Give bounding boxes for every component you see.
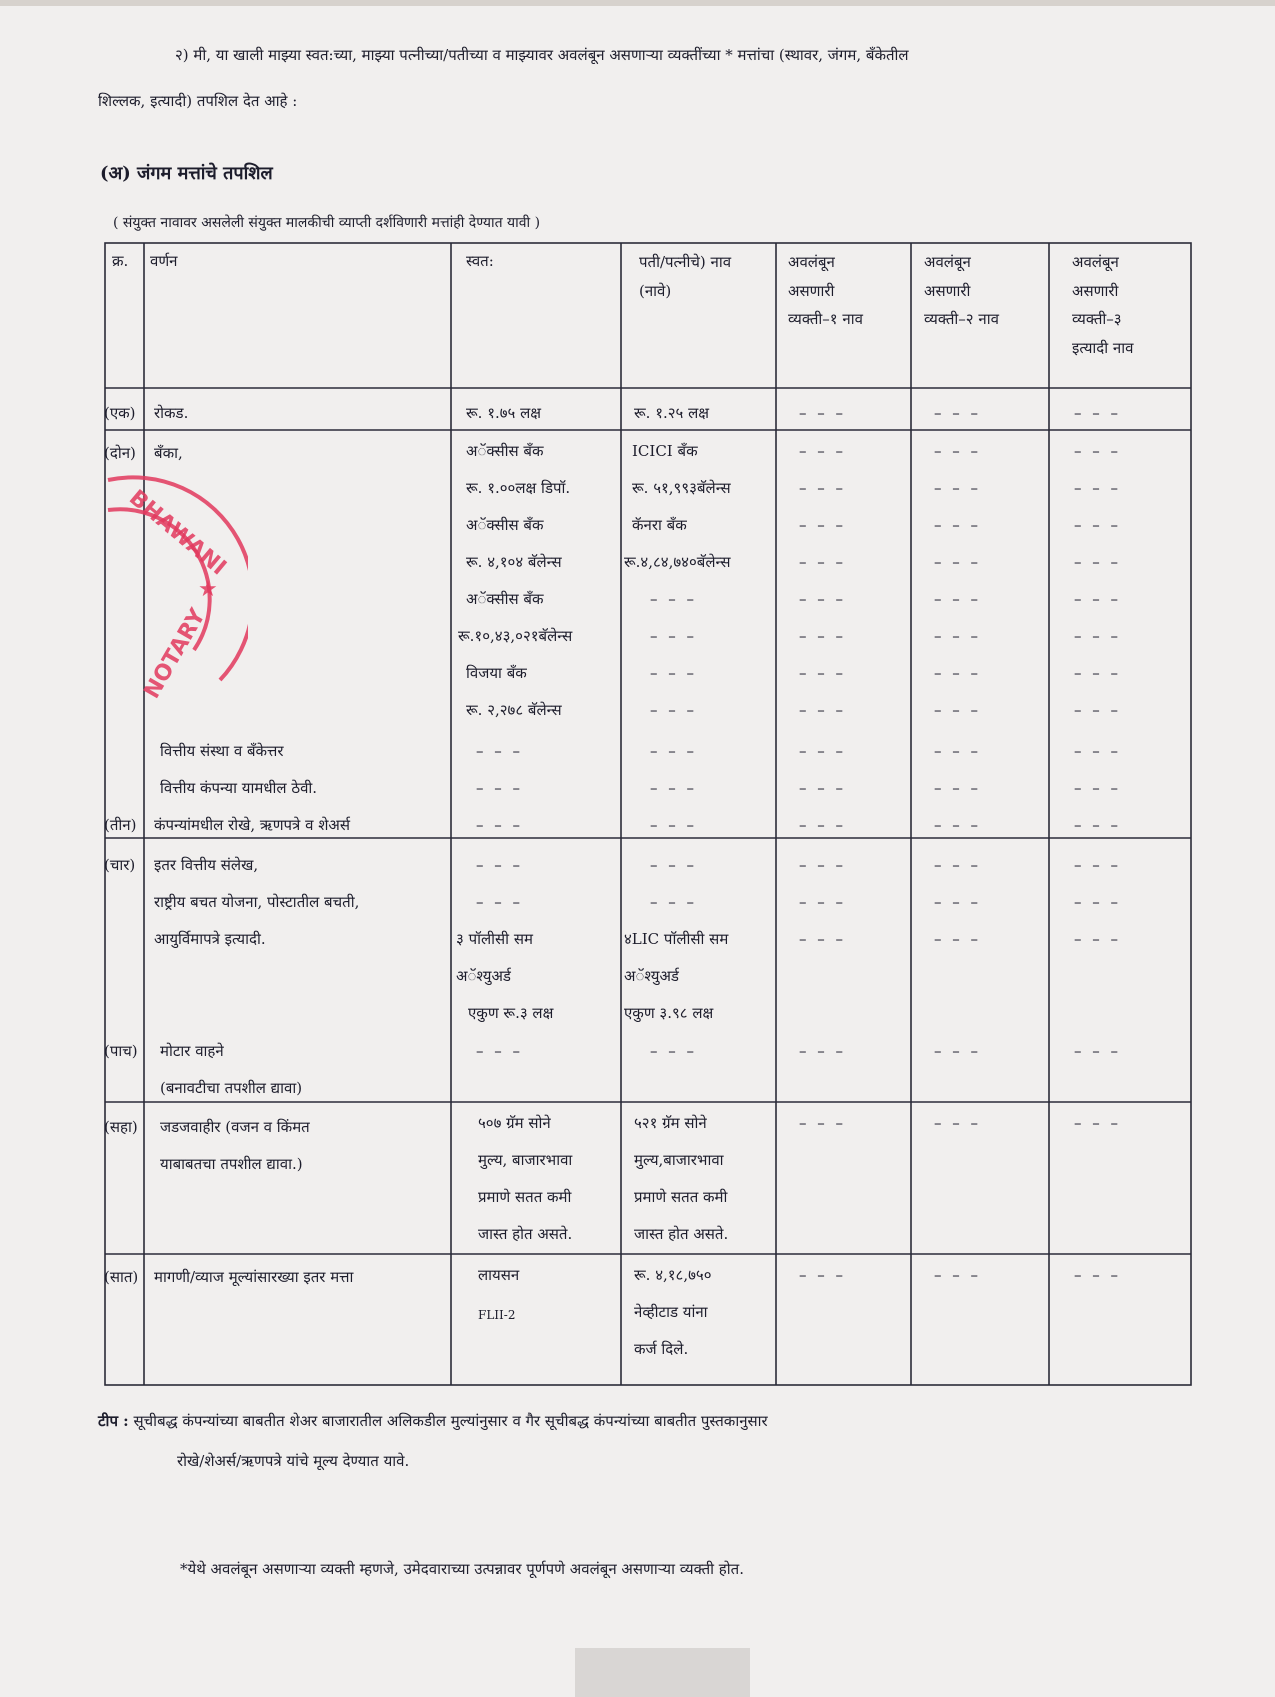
blank-dash: – – –: [650, 701, 698, 719]
blank-dash: – – –: [799, 856, 847, 874]
blank-dash: – – –: [934, 516, 982, 534]
notary-seal-stamp: [98, 470, 248, 740]
other-fin-self-2: अॅश्युअर्ड: [456, 967, 511, 985]
blank-dash: – – –: [799, 553, 847, 571]
cash-sr: (एक): [104, 404, 136, 422]
jewellery-self-2: मुल्य, बाजारभावा: [478, 1151, 573, 1169]
blank-dash: – – –: [1074, 701, 1122, 719]
banks-spouse-line-2: रू. ५१,९९३बॅलेन्स: [632, 479, 731, 497]
blank-dash: – – –: [799, 893, 847, 911]
shares-description: कंपन्यांमधील रोखे, ऋणपत्रे व शेअर्स: [154, 816, 351, 834]
blank-dash: – – –: [650, 742, 698, 760]
movable-assets-table: [104, 242, 1192, 1387]
banks-self-line-4: रू. ४,१०४ बॅलेन्स: [466, 553, 562, 571]
blank-dash: – – –: [650, 1042, 698, 1060]
section-heading: (अ) जंगम मत्तांचे तपशिल: [100, 163, 273, 184]
blank-dash: – – –: [934, 404, 982, 422]
other-fin-spouse-2: अॅश्युअर्ड: [624, 967, 679, 985]
header-dependent-2: अवलंबून असणारी व्यक्ती–२ नाव: [924, 253, 999, 328]
blank-dash: – – –: [476, 742, 524, 760]
scan-artifact: [575, 1648, 750, 1697]
fin-inst-description-2: वित्तीय कंपन्या यामधील ठेवी.: [160, 779, 318, 797]
cash-self: रू. १.७५ लक्ष: [466, 404, 542, 422]
svg-text:★: ★: [198, 577, 218, 602]
blank-dash: – – –: [1074, 893, 1122, 911]
blank-dash: – – –: [799, 479, 847, 497]
blank-dash: – – –: [934, 930, 982, 948]
blank-dash: – – –: [650, 816, 698, 834]
claims-sr: (सात): [104, 1268, 139, 1286]
tip-text-1: सूचीबद्ध कंपन्यांच्या बाबतीत शेअर बाजारातील अलिकडील मुल्यांनुसार व गैर सूचीबद्ध कंपन्यांच्या बाबतीत पुस्तकानुसार: [133, 1412, 768, 1430]
jewellery-description-2: याबाबतचा तपशील द्यावा.): [160, 1155, 303, 1173]
banks-spouse-line-3: कॅनरा बँक: [632, 516, 687, 534]
tip-line-2: रोखे/शेअर्स/ऋणपत्रे यांचे मूल्य देण्यात यावे.: [177, 1452, 410, 1470]
banks-self-line-6: रू.१०,४३,०२१बॅलेन्स: [458, 627, 573, 645]
jewellery-self-4: जास्त होत असते.: [478, 1225, 573, 1243]
jewellery-spouse-3: प्रमाणे सतत कमी: [634, 1188, 728, 1206]
blank-dash: – – –: [934, 590, 982, 608]
blank-dash: – – –: [799, 516, 847, 534]
blank-dash: – – –: [934, 1266, 982, 1284]
claims-spouse-1: रू. ४,१८,७५०: [634, 1266, 712, 1284]
blank-dash: – – –: [799, 1042, 847, 1060]
blank-dash: – – –: [799, 442, 847, 460]
blank-dash: – – –: [1074, 404, 1122, 422]
blank-dash: – – –: [1074, 779, 1122, 797]
jewellery-description-1: जडजवाहीर (वजन व किंमत: [160, 1118, 310, 1136]
svg-text:BHAWANI: BHAWANI: [124, 485, 231, 581]
blank-dash: – – –: [934, 553, 982, 571]
other-fin-self-3: एकुण रू.३ लक्ष: [468, 1004, 554, 1022]
jewellery-sr: (सहा): [104, 1118, 138, 1136]
jewellery-self-3: प्रमाणे सतत कमी: [478, 1188, 572, 1206]
table-note: ( संयुक्त नावावर असलेली संयुक्त मालकीची व्याप्ती दर्शविणारी मत्तांही देण्यात यावी ): [113, 215, 541, 231]
blank-dash: – – –: [1074, 553, 1122, 571]
blank-dash: – – –: [650, 856, 698, 874]
tip-label: टीप :: [98, 1412, 129, 1430]
blank-dash: – – –: [934, 701, 982, 719]
banks-spouse-line-4: रू.४,८४,७४०बॅलेन्स: [624, 553, 731, 571]
cash-spouse: रू. १.२५ लक्ष: [634, 404, 710, 422]
blank-dash: – – –: [799, 1114, 847, 1132]
jewellery-spouse-2: मुल्य,बाजारभावा: [634, 1151, 724, 1169]
jewellery-self-1: ५०७ ग्रॅम सोने: [478, 1114, 551, 1132]
blank-dash: – – –: [1074, 590, 1122, 608]
intro-line-1: २) मी, या खाली माझ्या स्वत:च्या, माझ्या पत्नीच्या/पतीच्या व माझ्यावर अवलंबून असणाऱ्या व्यक्तींच्या * मत्तांचा (स्थावर, जंगम, बँकेतील: [175, 46, 909, 64]
blank-dash: – – –: [799, 701, 847, 719]
blank-dash: – – –: [799, 779, 847, 797]
blank-dash: – – –: [1074, 742, 1122, 760]
blank-dash: – – –: [1074, 479, 1122, 497]
cash-description: रोकड.: [154, 404, 189, 422]
blank-dash: – – –: [476, 779, 524, 797]
other-fin-description-3: आयुर्विमापत्रे इत्यादी.: [154, 930, 266, 948]
header-description: वर्णन: [150, 252, 178, 270]
blank-dash: – – –: [799, 664, 847, 682]
banks-sr: (दोन): [104, 444, 136, 462]
blank-dash: – – –: [934, 1042, 982, 1060]
other-fin-spouse-3: एकुण ३.९८ लक्ष: [624, 1004, 714, 1022]
other-fin-description-2: राष्ट्रीय बचत योजना, पोस्टातील बचती,: [154, 893, 360, 911]
tip-line-1: [98, 1412, 768, 1430]
banks-self-line-3: अॅक्सीस बँक: [466, 516, 544, 534]
blank-dash: – – –: [650, 893, 698, 911]
blank-dash: – – –: [476, 1042, 524, 1060]
blank-dash: – – –: [934, 893, 982, 911]
blank-dash: – – –: [934, 627, 982, 645]
vehicles-sr: (पाच): [104, 1042, 138, 1060]
other-fin-description-1: इतर वित्तीय संलेख,: [154, 856, 259, 874]
blank-dash: – – –: [799, 404, 847, 422]
blank-dash: – – –: [650, 664, 698, 682]
banks-self-line-5: अॅक्सीस बँक: [466, 590, 544, 608]
blank-dash: – – –: [799, 742, 847, 760]
blank-dash: – – –: [476, 893, 524, 911]
vehicles-description-1: मोटार वाहने: [160, 1042, 224, 1060]
scan-top-edge: [0, 0, 1275, 6]
other-fin-spouse-1: ४LIC पॉलीसी सम: [624, 930, 729, 948]
other-fin-sr: (चार): [104, 856, 136, 874]
vehicles-description-2: (बनावटीचा तपशील द्यावा): [160, 1079, 303, 1097]
banks-description: बँका,: [154, 444, 183, 462]
blank-dash: – – –: [1074, 930, 1122, 948]
blank-dash: – – –: [934, 442, 982, 460]
blank-dash: – – –: [650, 779, 698, 797]
blank-dash: – – –: [799, 590, 847, 608]
header-self: स्वत:: [466, 252, 494, 270]
header-sr: क्र.: [112, 252, 129, 270]
blank-dash: – – –: [934, 856, 982, 874]
banks-self-line-7: विजया बँक: [466, 664, 527, 682]
banks-spouse-line-1: ICICI बँक: [632, 442, 698, 460]
blank-dash: – – –: [799, 627, 847, 645]
claims-description: मागणी/व्याज मूल्यांसारख्या इतर मत्ता: [154, 1268, 354, 1286]
blank-dash: – – –: [650, 590, 698, 608]
blank-dash: – – –: [934, 779, 982, 797]
blank-dash: – – –: [1074, 664, 1122, 682]
blank-dash: – – –: [1074, 1266, 1122, 1284]
blank-dash: – – –: [1074, 1114, 1122, 1132]
blank-dash: – – –: [1074, 442, 1122, 460]
claims-spouse-3: कर्ज दिले.: [634, 1340, 689, 1358]
blank-dash: – – –: [934, 1114, 982, 1132]
blank-dash: – – –: [934, 479, 982, 497]
blank-dash: – – –: [799, 1266, 847, 1284]
blank-dash: – – –: [1074, 516, 1122, 534]
blank-dash: – – –: [1074, 1042, 1122, 1060]
header-dependent-1: अवलंबून असणारी व्यक्ती–१ नाव: [788, 253, 863, 328]
blank-dash: – – –: [1074, 627, 1122, 645]
claims-spouse-2: नेव्हीटाड यांना: [634, 1303, 708, 1321]
banks-self-line-1: अॅक्सीस बँक: [466, 442, 544, 460]
blank-dash: – – –: [650, 627, 698, 645]
blank-dash: – – –: [934, 664, 982, 682]
banks-self-line-2: रू. १.००लक्ष डिपॉ.: [466, 479, 571, 497]
blank-dash: – – –: [1074, 816, 1122, 834]
svg-text:NOTARY: NOTARY: [139, 604, 211, 703]
blank-dash: – – –: [799, 816, 847, 834]
jewellery-spouse-4: जास्त होत असते.: [634, 1225, 729, 1243]
jewellery-spouse-1: ५२१ ग्रॅम सोने: [634, 1114, 707, 1132]
claims-self-2: FLII-2: [478, 1308, 516, 1322]
intro-line-2: शिल्लक, इत्यादी) तपशिल देत आहे :: [98, 92, 298, 110]
blank-dash: – – –: [934, 816, 982, 834]
footnote: *येथे अवलंबून असणाऱ्या व्यक्ती म्हणजे, उमेदवाराच्या उत्पन्नावर पूर्णपणे अवलंबून असणाऱ्या व्यक्ती होत.: [180, 1560, 744, 1578]
blank-dash: – – –: [476, 856, 524, 874]
header-spouse: पती/पत्नीचे) नाव (नावे): [639, 253, 732, 300]
banks-self-line-8: रू. २,२७८ बॅलेन्स: [466, 701, 562, 719]
blank-dash: – – –: [799, 930, 847, 948]
other-fin-self-1: ३ पॉलीसी सम: [456, 930, 533, 948]
blank-dash: – – –: [934, 742, 982, 760]
header-dependent-3: अवलंबून असणारी व्यक्ती–३ इत्यादी नाव: [1072, 253, 1134, 357]
blank-dash: – – –: [476, 816, 524, 834]
fin-inst-description-1: वित्तीय संस्था व बँकेत्तर: [160, 742, 284, 760]
blank-dash: – – –: [1074, 856, 1122, 874]
shares-sr: (तीन): [104, 816, 137, 834]
claims-self-1: लायसन: [478, 1266, 520, 1284]
